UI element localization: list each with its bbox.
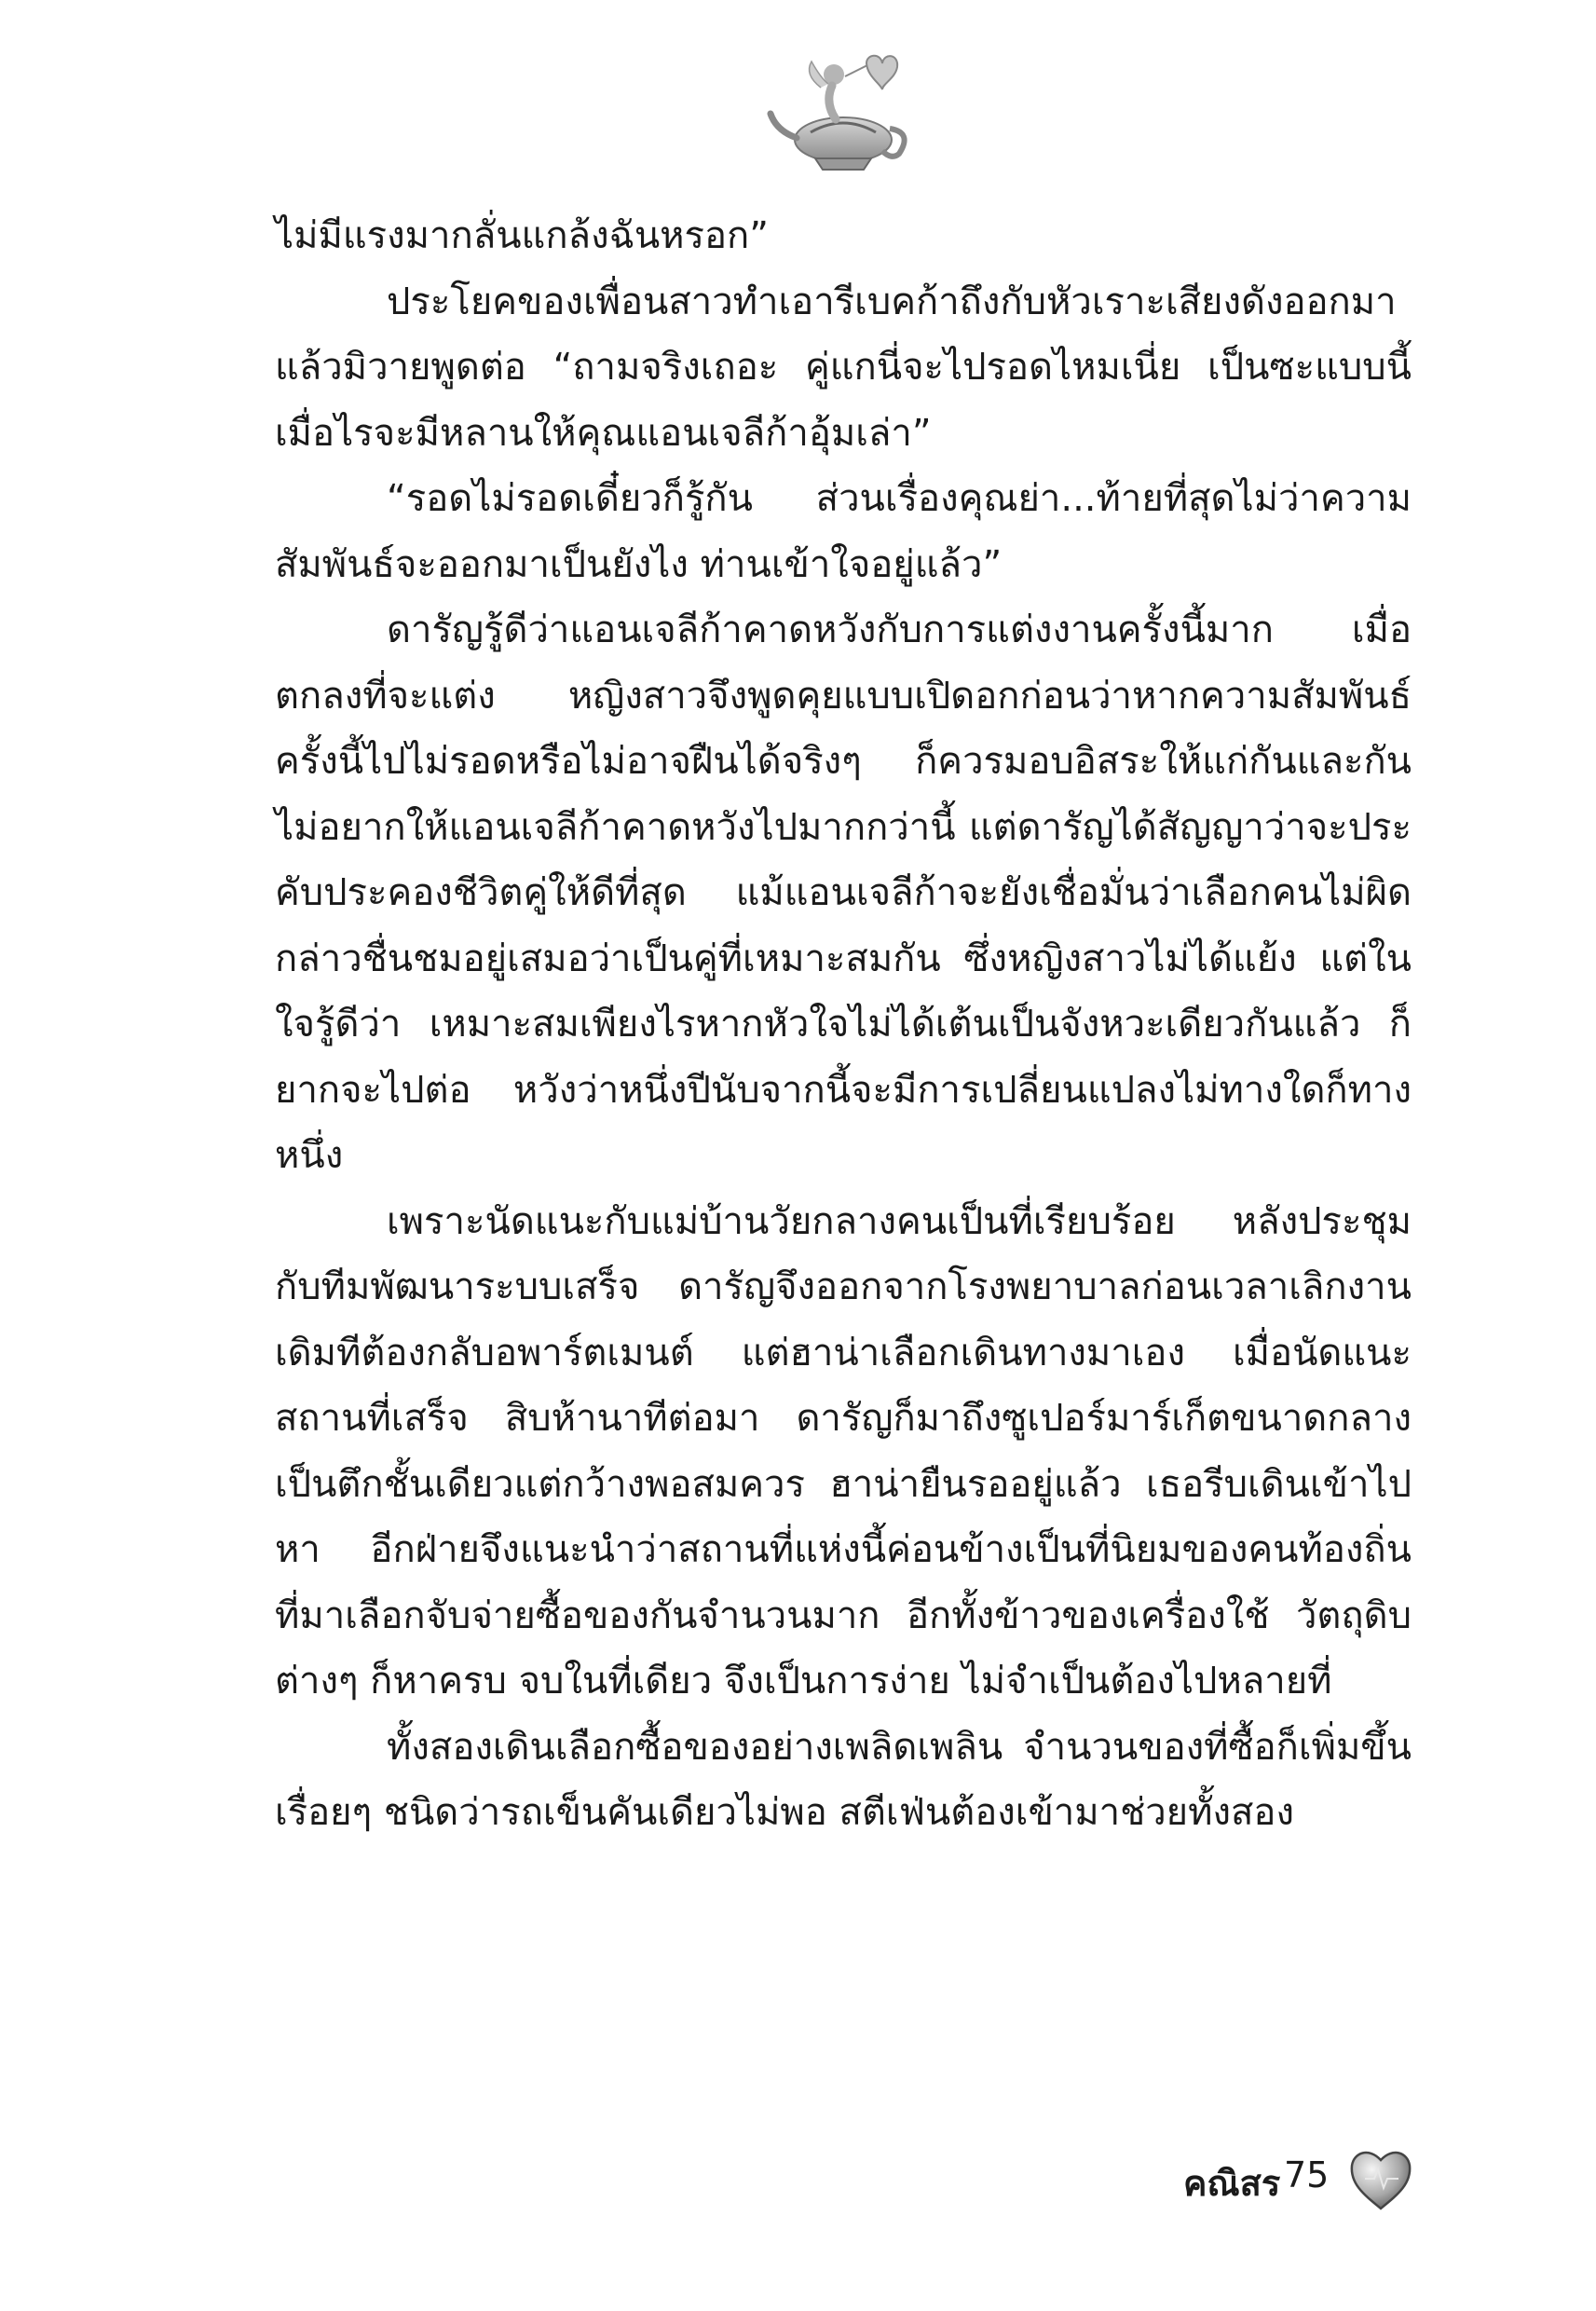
paragraph: “รอดไม่รอดเดี๋ยวก็รู้กัน ส่วนเรื่องคุณย่า...ท้ายที่สุดไม่ว่าความสัมพันธ์จะออกมาเป็นยังไง ท่านเข้าใจอยู่แล้ว” bbox=[275, 477, 1412, 586]
paragraph: ดารัญรู้ดีว่าแอนเจลีก้าคาดหวังกับการแต่งงานครั้งนี้มาก เมื่อตกลงที่จะแต่ง หญิงสาวจึงพูดคุยแบบเปิดอกก่อนว่าหากความสัมพันธ์ครั้งนี้ไปไม่รอดหรือไม่อาจฝืนได้จริงๆ ก็ควรมอบอิสระให้แก่กันและกัน ไม่อยากให้แอนเจลีก้าคาดหวังไปมากกว่านี้ แต่ดารัญได้สัญญาว่าจะประคับประคองชีวิตคู่ให้ดีที่สุด แม้แอนเจลีก้าจะยังเชื่อมั่นว่าเลือกคนไม่ผิด กล่าวชื่นชมอยู่เสมอว่าเป็นคู่ที่เหมาะสมกัน ซึ่งหญิงสาวไม่ได้แย้ง แต่ในใจรู้ดีว่า เหมาะสมเพียงไรหากหัวใจไม่ได้เต้นเป็นจังหวะเดียวกันแล้ว ก็ยากจะไปต่อ หวังว่าหนึ่งปีนับจากนี้จะมีการเปลี่ยนแปลงไม่ทางใดก็ทางหนึ่ง bbox=[275, 609, 1412, 1177]
paragraph: เพราะนัดแนะกับแม่บ้านวัยกลางคนเป็นที่เรียบร้อย หลังประชุมกับทีมพัฒนาระบบเสร็จ ดารัญจึงออกจากโรงพยาบาลก่อนเวลาเลิกงาน เดิมทีต้องกลับอพาร์ตเมนต์ แต่ฮาน่าเลือกเดินทางมาเอง เมื่อนัดแนะสถานที่เสร็จ สิบห้านาทีต่อมา ดารัญก็มาถึงซูเปอร์มาร์เก็ตขนาดกลางเป็นตึกชั้นเดียวแต่กว้างพอสมควร ฮาน่ายืนรออยู่แล้ว เธอรีบเดินเข้าไปหา อีกฝ่ายจึงแนะนำว่าสถานที่แห่งนี้ค่อนข้างเป็นที่นิยมของคนท้องถิ่นที่มาเลือกจับจ่ายซื้อของกันจำนวนมาก อีกทั้งข้าวของเครื่องใช้ วัตถุดิบต่างๆ ก็หาครบ จบในที่เดียว จึงเป็นการง่าย ไม่จำเป็นต้องไปหลายที่ bbox=[275, 1199, 1412, 1702]
paragraph: ทั้งสองเดินเลือกซื้อของอย่างเพลิดเพลิน จำนวนของที่ซื้อก็เพิ่มขึ้นเรื่อยๆ ชนิดว่ารถเข็นคันเดียวไม่พอ สตีเฟ่นต้องเข้ามาช่วยทั้งสอง bbox=[275, 1725, 1412, 1834]
heart-icon bbox=[1346, 2143, 1416, 2213]
paragraph: ไม่มีแรงมากลั่นแกล้งฉันหรอก” bbox=[275, 214, 769, 257]
cupid-teapot-icon bbox=[759, 47, 918, 177]
paragraph: ประโยคของเพื่อนสาวทำเอารีเบคก้าถึงกับหัวเราะเสียงดังออกมา แล้วมิวายพูดต่อ “ถามจริงเถอะ คู่แกนี่จะไปรอดไหมเนี่ย เป็นซะแบบนี้ เมื่อไรจะมีหลานให้คุณแอนเจลีก้าอุ้มเล่า” bbox=[275, 280, 1412, 455]
footer-title: คณิสร bbox=[1183, 2163, 1281, 2204]
page-footer bbox=[1183, 2143, 1435, 2218]
page-number: 75 bbox=[1284, 2154, 1330, 2195]
body-text bbox=[275, 203, 1412, 1846]
